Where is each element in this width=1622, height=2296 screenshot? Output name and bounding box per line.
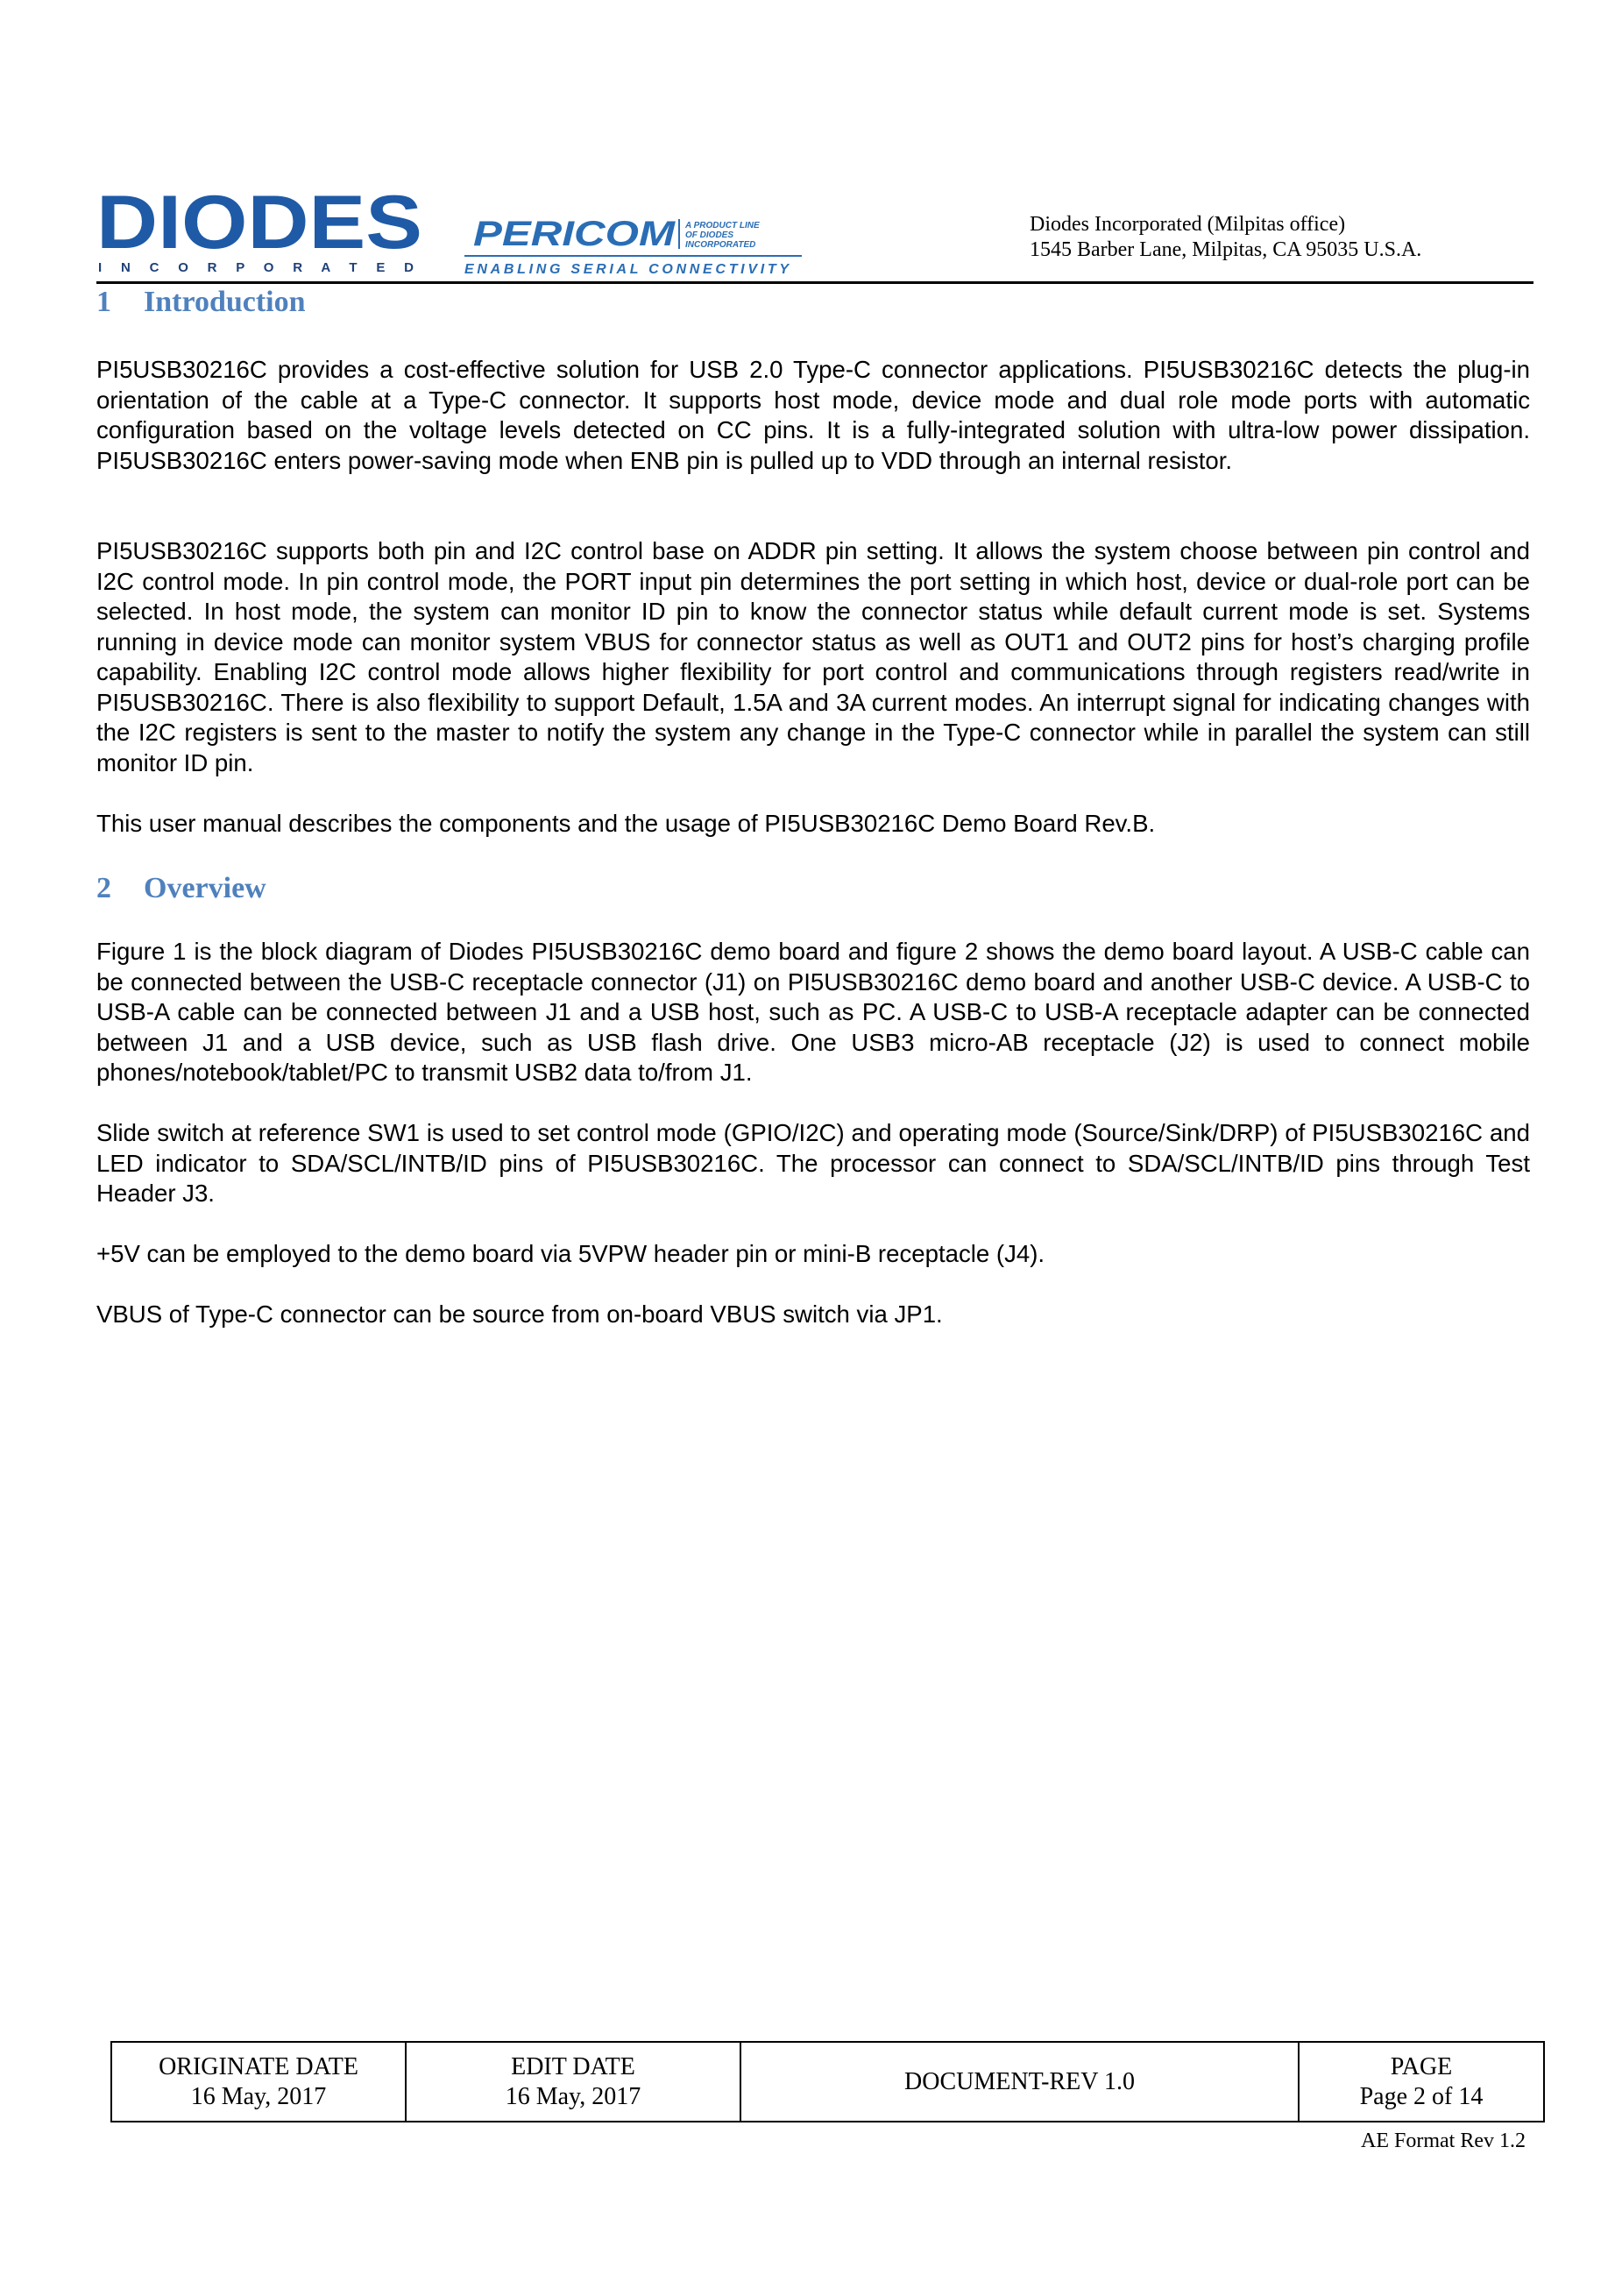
section-title: Introduction <box>144 286 306 318</box>
pericom-slogan: ENABLING SERIAL CONNECTIVITY <box>464 262 789 276</box>
company-address <box>1030 212 1520 263</box>
pericom-tag-line3: INCORPORATED <box>685 240 756 250</box>
intro-paragraph-3: This user manual describes the components and the usage of PI5USB30216C Demo Board Rev.B. <box>96 810 1156 837</box>
section-number: 2 <box>96 872 111 904</box>
edit-date-cell <box>406 2042 740 2122</box>
intro-paragraph-1: PI5USB30216C provides a cost-effective solution for USB 2.0 Type-C connector applications. PI5USB30216C detects the plug-in orientation of the cable at a Type-C connector. It supports host mode, device mode and dual role mode ports with automatic configuration based on the voltage levels detected on CC pins. It is a fully-integrated solution with ultra-low power dissipation. PI5USB30216C enters power-saving mode when ENB pin is pulled up to VDD through an internal resistor. <box>96 356 1530 474</box>
overview-paragraph-1: Figure 1 is the block diagram of Diodes PI5USB30216C demo board and figure 2 shows the demo board layout. A USB-C cable can be connected between the USB-C receptacle connector (J1) on PI5USB30216C demo board and another USB-C device. A USB-C to USB-A cable can be connected between J1 and a USB host, such as PC. A USB-C to USB-A receptacle adapter can be connected between J1 and a USB device, such as USB flash drive. One USB3 micro-AB receptacle (J2) is used to connect mobile phones/notebook/tablet/PC to transmit USB2 data to/from J1. <box>96 938 1530 1086</box>
pericom-logo <box>464 210 815 276</box>
section-number: 1 <box>96 286 111 318</box>
overview-paragraph-4: VBUS of Type-C connector can be source from on-board VBUS switch via JP1. <box>96 1300 943 1328</box>
diodes-logo-text: DIODES <box>96 188 422 265</box>
diodes-logo-subtext: I N C O R P O R A T E D <box>98 260 414 275</box>
document-footer-table <box>110 2041 1545 2122</box>
originate-date-value: 16 May, 2017 <box>190 2082 327 2110</box>
overview-paragraph-3: +5V can be employed to the demo board via 5VPW header pin or mini-B receptacle (J4). <box>96 1240 1045 1267</box>
originate-date-cell <box>111 2042 406 2122</box>
edit-date-label: EDIT DATE <box>511 2052 635 2080</box>
ae-format-revision: AE Format Rev 1.2 <box>1361 2129 1526 2152</box>
overview-paragraph-2: Slide switch at reference SW1 is used to set control mode (GPIO/I2C) and operating mode (Source/Sink/DRP) of PI5USB30216C and LED indicator to SDA/SCL/INTB/ID pins of PI5USB30216C. The processor can connect to SDA/SCL/INTB/ID pins through Test Header J3. <box>96 1119 1530 1207</box>
document-rev-cell <box>740 2042 1299 2122</box>
edit-date-value: 16 May, 2017 <box>505 2082 641 2110</box>
header-divider <box>96 281 1533 284</box>
page-cell <box>1299 2042 1544 2122</box>
page-label: PAGE <box>1390 2052 1453 2080</box>
pericom-logo-text: PERICOM <box>473 215 677 253</box>
document-rev: DOCUMENT-REV 1.0 <box>904 2067 1135 2095</box>
pericom-tag-line2: OF DIODES <box>685 230 734 240</box>
intro-paragraph-2: PI5USB30216C supports both pin and I2C control base on ADDR pin setting. It allows the system choose between pin control and I2C control mode. In pin control mode, the PORT input pin determines the port setting in which host, device or dual-role port can be selected. In host mode, the system can monitor ID pin to know the connector status while default current mode is set. Systems running in device mode can monitor system VBUS for connector status as well as OUT1 and OUT2 pins for host’s charging profile capability. Enabling I2C control mode allows higher flexibility for port control and communications through registers read/write in PI5USB30216C. There is also flexibility to support Default, 1.5A and 3A current modes. An interrupt signal for indicating changes with the I2C registers is sent to the master to notify the system any change in the Type-C connector while in parallel the system can still monitor ID pin. <box>96 537 1530 776</box>
pericom-tag-line1: A PRODUCT LINE <box>685 221 760 230</box>
section-title: Overview <box>144 872 266 904</box>
section-heading-overview <box>96 872 266 905</box>
section-heading-introduction <box>96 286 306 319</box>
address-line-2: 1545 Barber Lane, Milpitas, CA 95035 U.S.A. <box>1030 238 1422 261</box>
originate-date-label: ORIGINATE DATE <box>159 2052 358 2080</box>
page-header <box>96 188 1533 285</box>
address-line-1: Diodes Incorporated (Milpitas office) <box>1030 213 1346 236</box>
page-number: Page 2 of 14 <box>1359 2082 1484 2110</box>
diodes-logo <box>96 188 429 276</box>
